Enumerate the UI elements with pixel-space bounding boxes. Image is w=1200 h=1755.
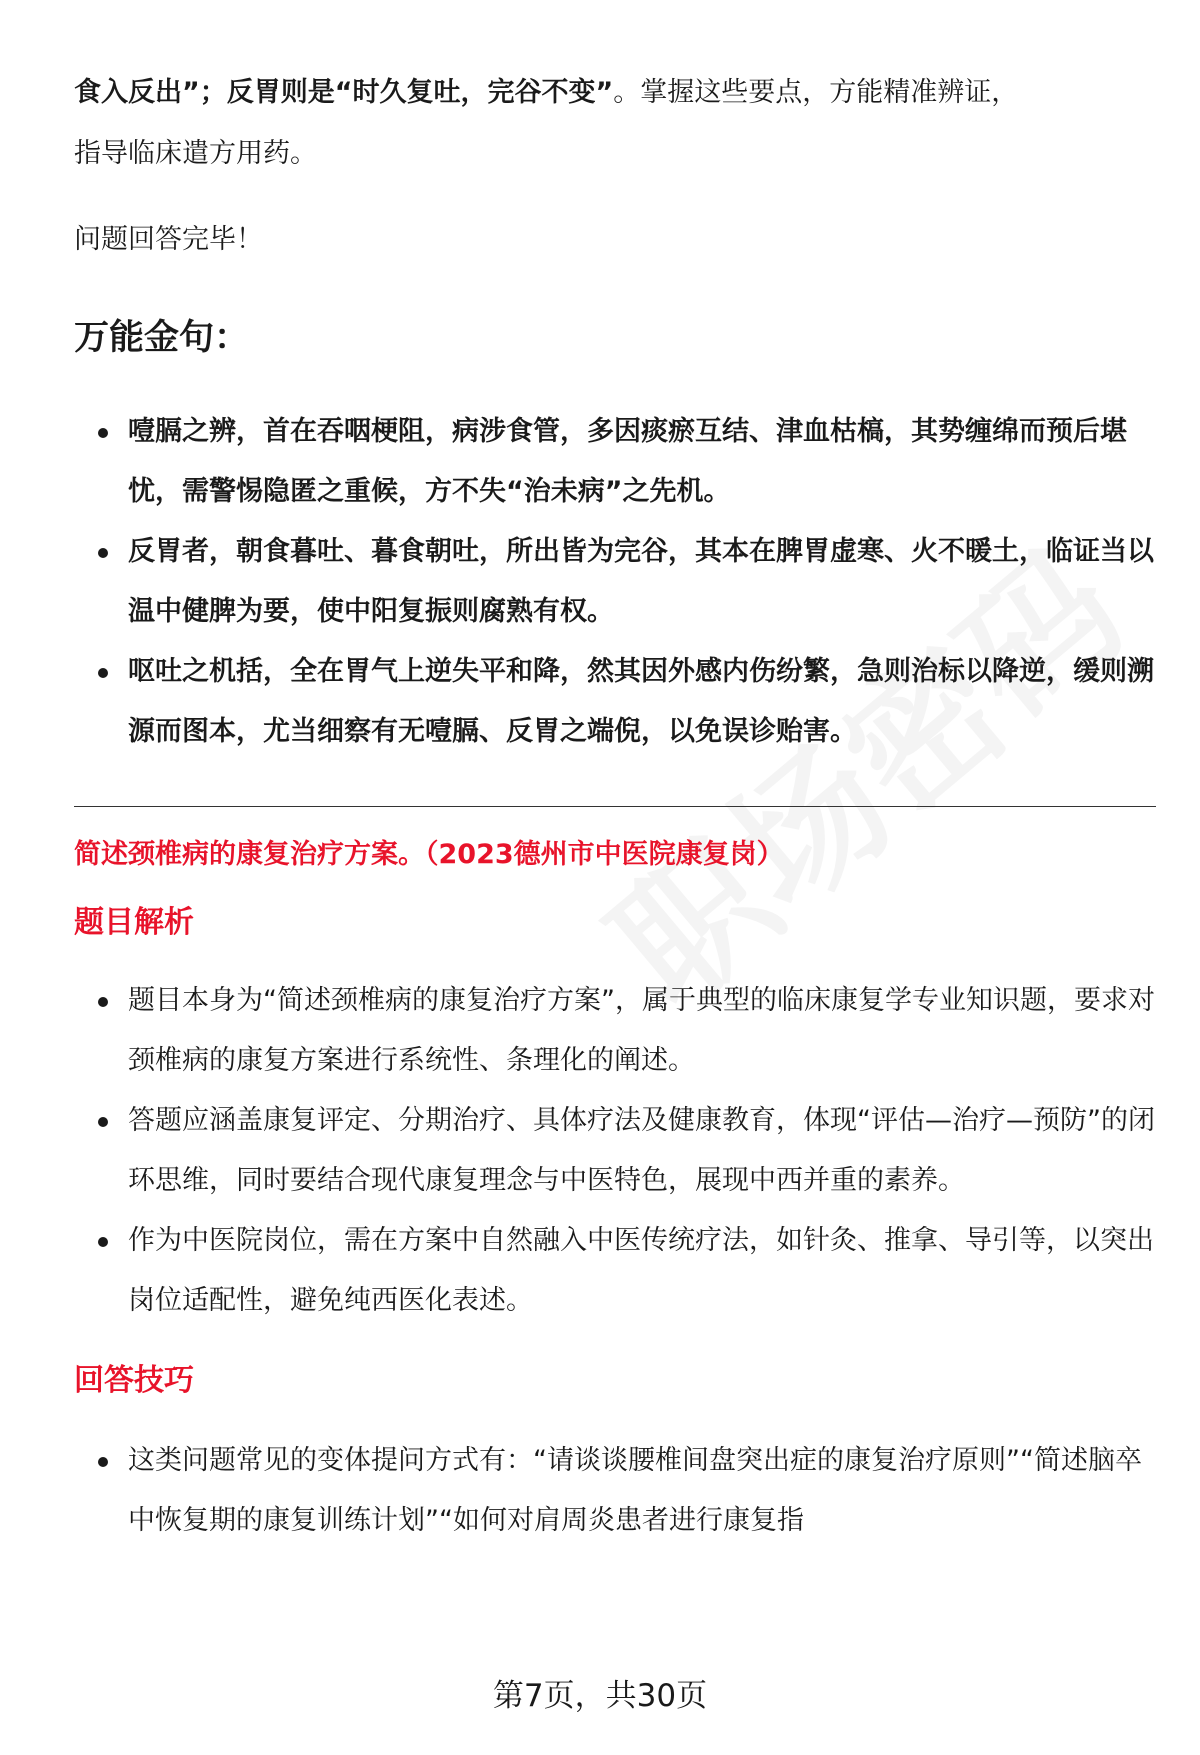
list-item: 答题应涵盖康复评定、分期治疗、具体疗法及健康教育，体现“评估—治疗—预防”的闭环思维，同时要结合现代康复理念与中医特色，展现中西并重的素养。 — [74, 1091, 1156, 1211]
analysis-list — [74, 971, 1156, 1331]
section-divider — [74, 806, 1156, 807]
intro-text: 。掌握这些要点，方能精准辨证， — [613, 77, 1019, 108]
list-item: 噎膈之辨，首在吞咽梗阻，病涉食管，多因痰瘀互结、津血枯槁，其势缠绵而预后堪忧，需警惕隐匿之重候，方不失“治未病”之先机。 — [74, 402, 1156, 522]
list-item: 呕吐之机括，全在胃气上逆失平和降，然其因外感内伤纷繁，急则治标以降逆，缓则溯源而图本，尤当细察有无噎膈、反胃之端倪，以免误诊贻害。 — [74, 642, 1156, 762]
document-page — [74, 62, 1156, 1551]
intro-paragraph — [74, 62, 1156, 184]
page-number: 第7页，共30页 — [492, 1678, 708, 1714]
list-item: 作为中医院岗位，需在方案中自然融入中医传统疗法，如针灸、推拿、导引等，以突出岗位适配性，避免纯西医化表述。 — [74, 1211, 1156, 1331]
golden-sentences-heading: 万能金句： — [74, 318, 250, 358]
answer-complete-text: 问题回答完毕！ — [74, 224, 263, 255]
intro-bold-text: 食入反出”；反胃则是“时久复吐，完谷不变” — [74, 77, 614, 108]
list-item: 反胃者，朝食暮吐、暮食朝吐，所出皆为完谷，其本在脾胃虚寒、火不暖土，临证当以温中健脾为要，使中阳复振则腐熟有权。 — [74, 522, 1156, 642]
list-item: 题目本身为“简述颈椎病的康复治疗方案”，属于典型的临床康复学专业知识题，要求对颈椎病的康复方案进行系统性、条理化的阐述。 — [74, 971, 1156, 1091]
tips-heading: 回答技巧 — [74, 1363, 194, 1398]
intro-text-line2: 指导临床遣方用药。 — [74, 138, 317, 169]
list-item: 这类问题常见的变体提问方式有：“请谈谈腰椎间盘突出症的康复治疗原则”“简述脑卒中恢复期的康复训练计划”“如何对肩周炎患者进行康复指 — [74, 1431, 1156, 1551]
analysis-heading: 题目解析 — [74, 905, 194, 940]
tips-list — [74, 1431, 1156, 1551]
golden-sentences-list — [74, 402, 1156, 762]
question-title: 简述颈椎病的康复治疗方案。（2023德州市中医院康复岗） — [74, 839, 784, 870]
